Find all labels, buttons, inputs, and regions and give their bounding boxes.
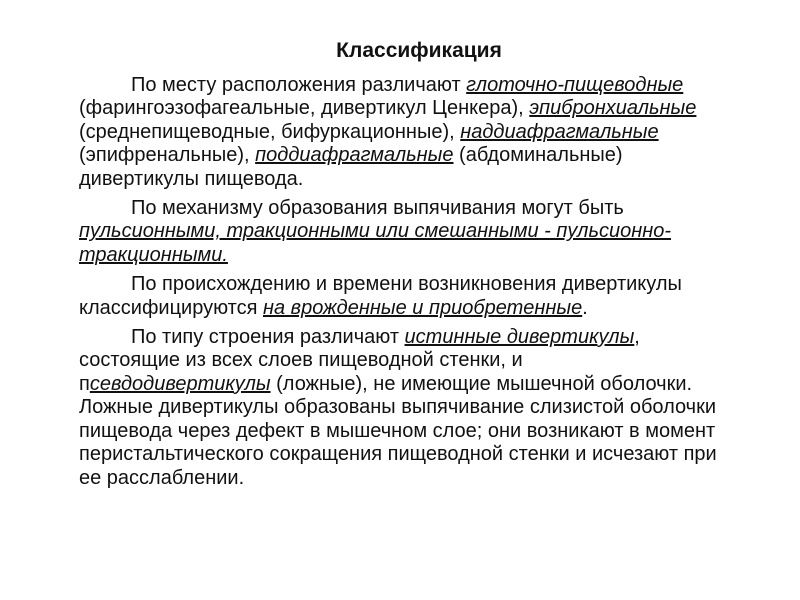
term-true-diverticula: истинные дивертикулы <box>404 326 635 349</box>
term-pharyngoesophageal: глоточно-пищеводные <box>466 74 684 96</box>
text-segment: (фарингоэзофагеальные, дивертикул Ценкера), <box>79 97 530 120</box>
text-segment: (среднепищеводные, бифуркационные), <box>79 120 461 143</box>
text-segment: (ложные), не имеющие мышечной оболочки. Ложные дивертикулы образованы выпячивание слизистой оболочки пищевода через дефект в мышечном слое; они возникают в момент перистальтического сокращения пищеводной стенки и исчезают при ее расслаблении. <box>79 372 717 489</box>
text-segment: (абдоминальные) дивертикулы пищевода. <box>79 144 623 190</box>
page-title: Классификация <box>336 39 502 62</box>
paragraph-origin <box>79 273 719 320</box>
body-text <box>79 74 719 496</box>
term-epibronchial: эпибронхиальные <box>529 97 697 120</box>
term-epiphrenic: наддиафрагмальные <box>460 120 659 143</box>
term-abdominal: поддиафрагмальные <box>255 144 454 167</box>
term-pseudodiverticula: севдодивертикулы <box>89 372 271 395</box>
text-segment: По месту расположения различают <box>131 74 467 96</box>
text-segment: По механизму образования выпячивания могут быть <box>131 197 624 220</box>
text-segment: По типу строения различают <box>131 326 405 349</box>
text-segment: . <box>582 296 588 319</box>
term-mechanism-types: пульсионными, тракционными или смешанными - пульсионно-тракционными. <box>79 220 672 266</box>
text-segment: По происхождению и времени возникновения дивертикулы классифицируются <box>79 273 682 319</box>
term-origin-types: на врожденные и приобретенные <box>262 296 583 319</box>
paragraph-mechanism <box>79 197 719 267</box>
paragraph-location <box>79 74 719 191</box>
paragraph-structure <box>79 326 719 490</box>
text-segment: (эпифренальные), <box>79 144 256 167</box>
text-segment: , состоящие из всех слоев пищеводной стенки, и п <box>79 326 640 395</box>
